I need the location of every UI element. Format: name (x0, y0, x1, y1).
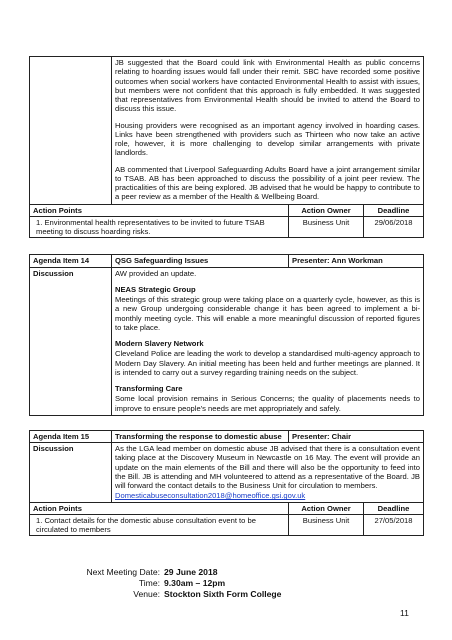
agenda-item-label: Agenda Item 14 (30, 255, 112, 267)
action-point-text: 1. Contact details for the domestic abuse consultation event to be circulated to members (30, 514, 289, 536)
section-text: Some local provision remains in Serious Concerns; the quality of placements needs to improve to ensure people's needs are met appropriately and safely. (115, 394, 420, 413)
discussion-text: As the LGA lead member on domestic abuse JB advised that there is a consultation event taking place at the Discovery Museum in Newcastle on 16 May. The event will provide an update on the main elements of the Bill and there will also be the opportunity to feed into the Bill. JB is attending and MH volunteered to attend as a representative of the Board. JB will forward the contact details to the Business Unit for circulation to members. (115, 444, 420, 490)
next-meeting-time-label: Time: (138, 578, 160, 588)
page-number: 11 (400, 608, 409, 618)
deadline-value: 27/05/2018 (364, 514, 424, 536)
action-points-label: Action Points (30, 502, 289, 514)
next-meeting-block (82, 567, 281, 600)
discussion-text-cell (112, 267, 424, 415)
section-text: Meetings of this strategic group were taking place on a quarterly cycle, however, as this is a new Group undergoing considerable change it has been agreed to implement a bi-monthly meeting cycle. This will enable a more meaningful discussion of reported figures to take place. (115, 295, 420, 332)
section-heading: Modern Slavery Network (115, 339, 204, 348)
discussion-text-cell (112, 443, 424, 503)
section-heading: NEAS Strategic Group (115, 284, 196, 294)
minutes-page (29, 0, 423, 536)
discussion-text-cell (112, 57, 424, 205)
next-meeting-time: 9.30am – 12pm (164, 578, 226, 588)
next-meeting-date: 29 June 2018 (164, 567, 218, 577)
next-meeting-date-label: Next Meeting Date: (86, 567, 160, 577)
presenter: Presenter: Ann Workman (289, 255, 424, 267)
section-heading: Transforming Care (115, 384, 183, 393)
paragraph: AB commented that Liverpool Safeguarding Adults Board have a joint arrangement similar to TSAB. AB has been approached to discuss the possibility of a joint peer review. The practicalities of this are being explored. JB advised that he would be happy to contribute to a peer review as a member of the Health & Wellbeing Board. (115, 164, 420, 202)
presenter: Presenter: Chair (289, 430, 424, 442)
agenda-item-label: Agenda Item 15 (30, 430, 112, 442)
paragraph: JB suggested that the Board could link with Environmental Health as public concerns relating to hoarding issues would fall under their remit. SBC have recorded some positive outcomes when social workers have contacted Environmental Health to assist with issues, but members were not confident that this approach is fully embedded. It was suggested that representatives from Environmental Health should be invited to attend the Board to discuss this issue. (115, 58, 420, 114)
action-points-label: Action Points (30, 204, 289, 216)
intro-text: AW provided an update. (115, 268, 197, 278)
paragraph: Housing providers were recognised as an important agency involved in hoarding cases. Links have been strengthened with providers such as Thirteen who now take an active role, however, it is more challenging to develop similar arrangements with private landlords. (115, 120, 420, 158)
empty-label-cell (30, 57, 112, 205)
agenda-item-title: QSG Safeguarding Issues (112, 255, 289, 267)
deadline-label: Deadline (364, 502, 424, 514)
agenda-item-14-table (29, 254, 424, 416)
deadline-label: Deadline (364, 204, 424, 216)
action-point-text: 1. Environmental health representatives to be invited to future TSAB meeting to discuss hoarding risks. (30, 216, 289, 238)
deadline-value: 29/06/2018 (364, 216, 424, 238)
next-meeting-venue-label: Venue: (133, 589, 160, 599)
discussion-label: Discussion (30, 267, 112, 415)
agenda-item-title: Transforming the response to domestic abuse (112, 430, 289, 442)
hoarding-discussion-table (29, 56, 424, 238)
discussion-label: Discussion (30, 443, 112, 503)
agenda-item-15-table (29, 430, 424, 537)
action-owner-value: Business Unit (289, 514, 364, 536)
consultation-email-link[interactable]: Domesticabuseconsultation2018@homeoffice.gsi.gov.uk (115, 491, 306, 501)
section-text: Cleveland Police are leading the work to develop a standardised multi-agency approach to Modern Day Slavery. An initial meeting has been held and further meetings are planned. It is intended to carry out a survey regarding training needs on the subject. (115, 349, 420, 377)
action-owner-label: Action Owner (289, 502, 364, 514)
action-owner-value: Business Unit (289, 216, 364, 238)
action-owner-label: Action Owner (289, 204, 364, 216)
next-meeting-venue: Stockton Sixth Form College (164, 589, 282, 599)
